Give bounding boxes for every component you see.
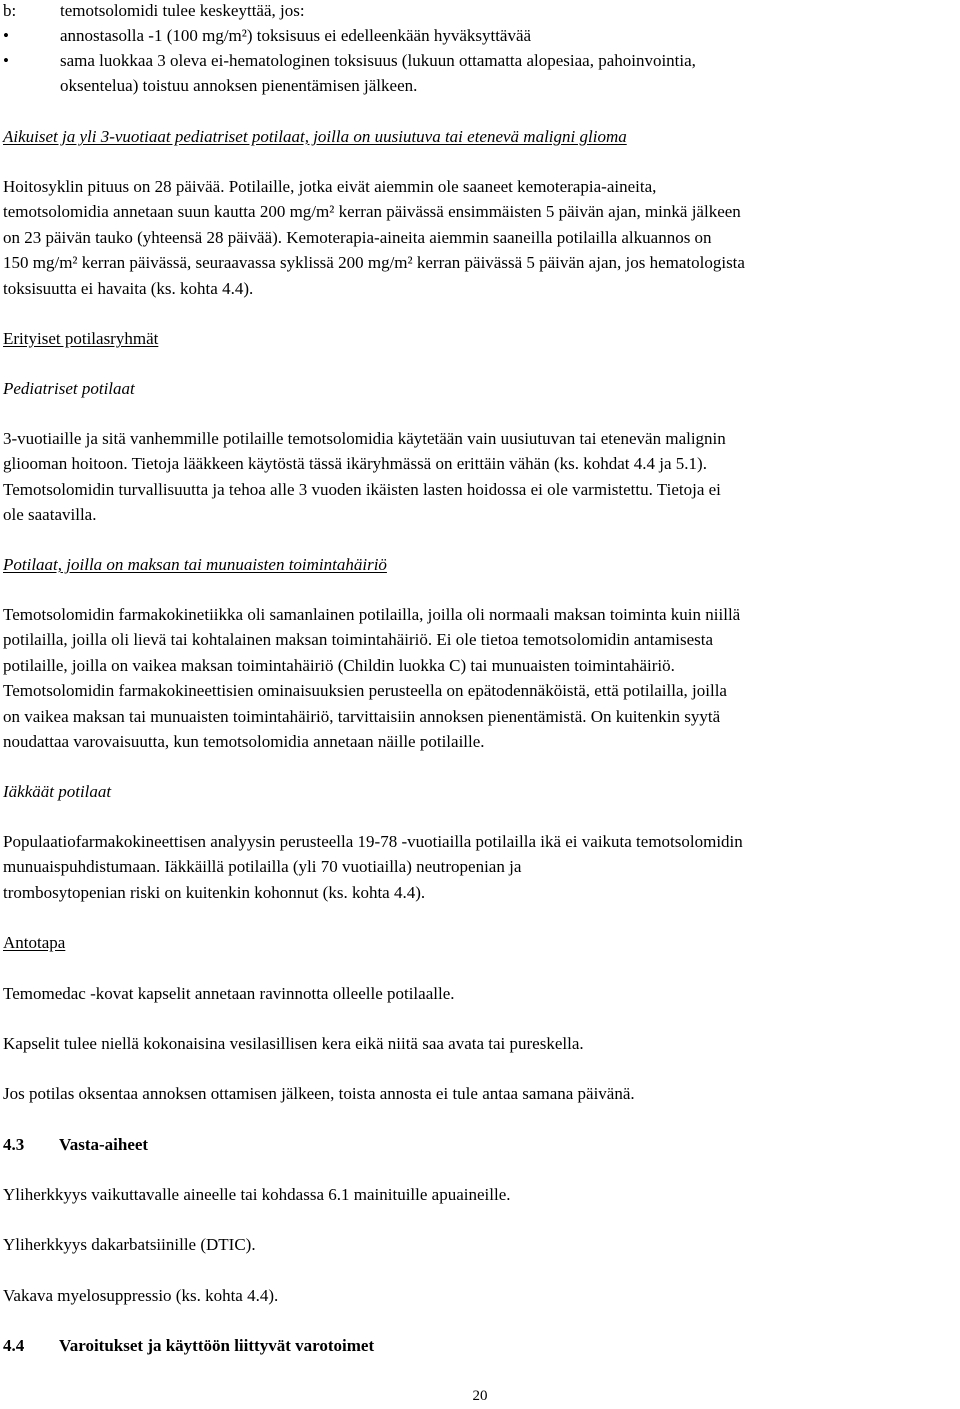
- contraindication-1: Yliherkkyys vaikuttavalle aineelle tai kohdassa 6.1 mainituille apuaineille.: [3, 1185, 511, 1204]
- bullet-2: •: [3, 51, 9, 70]
- elderly-paragraph: [3, 829, 960, 905]
- contraindication-3: Vakava myelosuppressio (ks. kohta 4.4).: [3, 1286, 279, 1305]
- paragraph-line: toksisuutta ei havaita (ks. kohta 4.4).: [3, 278, 254, 298]
- adults-paragraph: [3, 174, 960, 301]
- page-number: 20: [472, 1388, 488, 1404]
- pediatric-paragraph: [3, 426, 960, 528]
- paragraph-line: gliooman hoitoon. Tietoja lääkkeen käytöstä tässä ikäryhmässä on erittäin vähän (ks. kohdat 4.4 ja 5.1).: [3, 454, 707, 474]
- list-item-2-line-1: sama luokkaa 3 oleva ei-hematologinen toksisuus (lukuun ottamatta alopesiaa, pahoinvointia,: [60, 51, 696, 70]
- paragraph-line: on 23 päivän tauko (yhteensä 28 päivää). Kemoterapia-aineita aiemmin saaneilla potilailla alkuannos on: [3, 227, 712, 247]
- paragraph-line: munuaispuhdistumaan. Iäkkäillä potilailla (yli 70 vuotiailla) neutropenian ja: [3, 857, 522, 877]
- paragraph-line: 3-vuotiaille ja sitä vanhemmille potilaille temotsolomidia käytetään vain uusiutuvan tai etenevän malignin: [3, 429, 726, 448]
- paragraph-line: Hoitosyklin pituus on 28 päivää. Potilaille, jotka eivät aiemmin ole saaneet kemoterapia-aineita,: [3, 177, 657, 196]
- paragraph-line: Populaatiofarmakokineettisen analyysin perusteella 19-78 -vuotiailla potilailla ikä ei vaikuta temotsolomidin: [3, 832, 743, 851]
- section-title: Vasta-aiheet: [59, 1135, 149, 1154]
- paragraph-line: potilailla, joilla oli lievä tai kohtalainen maksan toimintahäiriö. Ei ole tietoa temotsolomidin antamisesta: [3, 630, 714, 650]
- paragraph-line: potilaille, joilla on vaikea maksan toimintahäiriö (Childin luokka C) tai munuaisten toimintahäiriö.: [3, 655, 675, 675]
- pediatric-heading: Pediatriset potilaat: [3, 379, 135, 398]
- paragraph-line: on vaikea maksan tai munuaisten toimintahäiriö, tarvittaisiin annoksen pienentämistä. On kuitenkin syytä: [3, 706, 721, 726]
- list-intro: temotsolomidi tulee keskeyttää, jos:: [60, 1, 305, 20]
- adults-heading: Aikuiset ja yli 3-vuotiaat pediatriset potilaat, joilla on uusiutuva tai etenevä maligni glioma: [3, 127, 627, 146]
- special-groups-heading: Erityiset potilasryhmät: [3, 329, 159, 348]
- section-4-3-heading: [3, 1132, 148, 1157]
- paragraph-line: Temotsolomidin turvallisuutta ja tehoa alle 3 vuoden ikäisten lasten hoidossa ei ole varmistettu. Tietoja ei: [3, 479, 721, 499]
- contraindication-2: Yliherkkyys dakarbatsiinille (DTIC).: [3, 1235, 256, 1254]
- administration-paragraph-2: Kapselit tulee niellä kokonaisina vesilasillisen kera eikä niitä saa avata tai pureskella.: [3, 1034, 584, 1053]
- section-4-4-heading: [3, 1333, 374, 1358]
- paragraph-line: noudattaa varovaisuutta, kun temotsolomidia annetaan näille potilaille.: [3, 732, 485, 752]
- bullet-1: •: [3, 26, 9, 45]
- hepatic-renal-paragraph: [3, 602, 960, 754]
- list-item-2-line-2: oksentelua) toistuu annoksen pienentämisen jälkeen.: [60, 76, 418, 95]
- paragraph-line: temotsolomidia annetaan suun kautta 200 mg/m² kerran päivässä ensimmäisten 5 päivän ajan, minkä jälkeen: [3, 202, 741, 222]
- paragraph-line: trombosytopenian riski on kuitenkin kohonnut (ks. kohta 4.4).: [3, 882, 426, 902]
- administration-paragraph-1: Temomedac -kovat kapselit annetaan ravinnotta olleelle potilaalle.: [3, 984, 455, 1003]
- administration-paragraph-3: Jos potilas oksentaa annoksen ottamisen jälkeen, toista annosta ei tule antaa samana päivänä.: [3, 1084, 635, 1103]
- section-number: 4.3: [3, 1135, 25, 1154]
- administration-heading: Antotapa: [3, 933, 66, 952]
- section-number: 4.4: [3, 1336, 25, 1355]
- paragraph-line: ole saatavilla.: [3, 505, 97, 525]
- section-title: Varoitukset ja käyttöön liittyvät varotoimet: [59, 1336, 375, 1355]
- paragraph-line: 150 mg/m² kerran päivässä, seuraavassa syklissä 200 mg/m² kerran päivässä 5 päivän ajan, jos hematologista: [3, 253, 745, 273]
- paragraph-line: Temotsolomidin farmakokinetiikka oli samanlainen potilailla, joilla oli normaali maksan toiminta kuin niillä: [3, 605, 741, 624]
- list-item-1: annostasolla -1 (100 mg/m²) toksisuus ei edelleenkään hyväksyttävää: [60, 26, 532, 45]
- list-marker-b: b:: [3, 1, 17, 20]
- paragraph-line: Temotsolomidin farmakokineettisien ominaisuuksien perusteella on epätodennäköistä, että potilailla, joilla: [3, 681, 727, 701]
- elderly-heading: Iäkkäät potilaat: [3, 782, 112, 801]
- hepatic-renal-heading: Potilaat, joilla on maksan tai munuaisten toimintahäiriö: [3, 555, 387, 574]
